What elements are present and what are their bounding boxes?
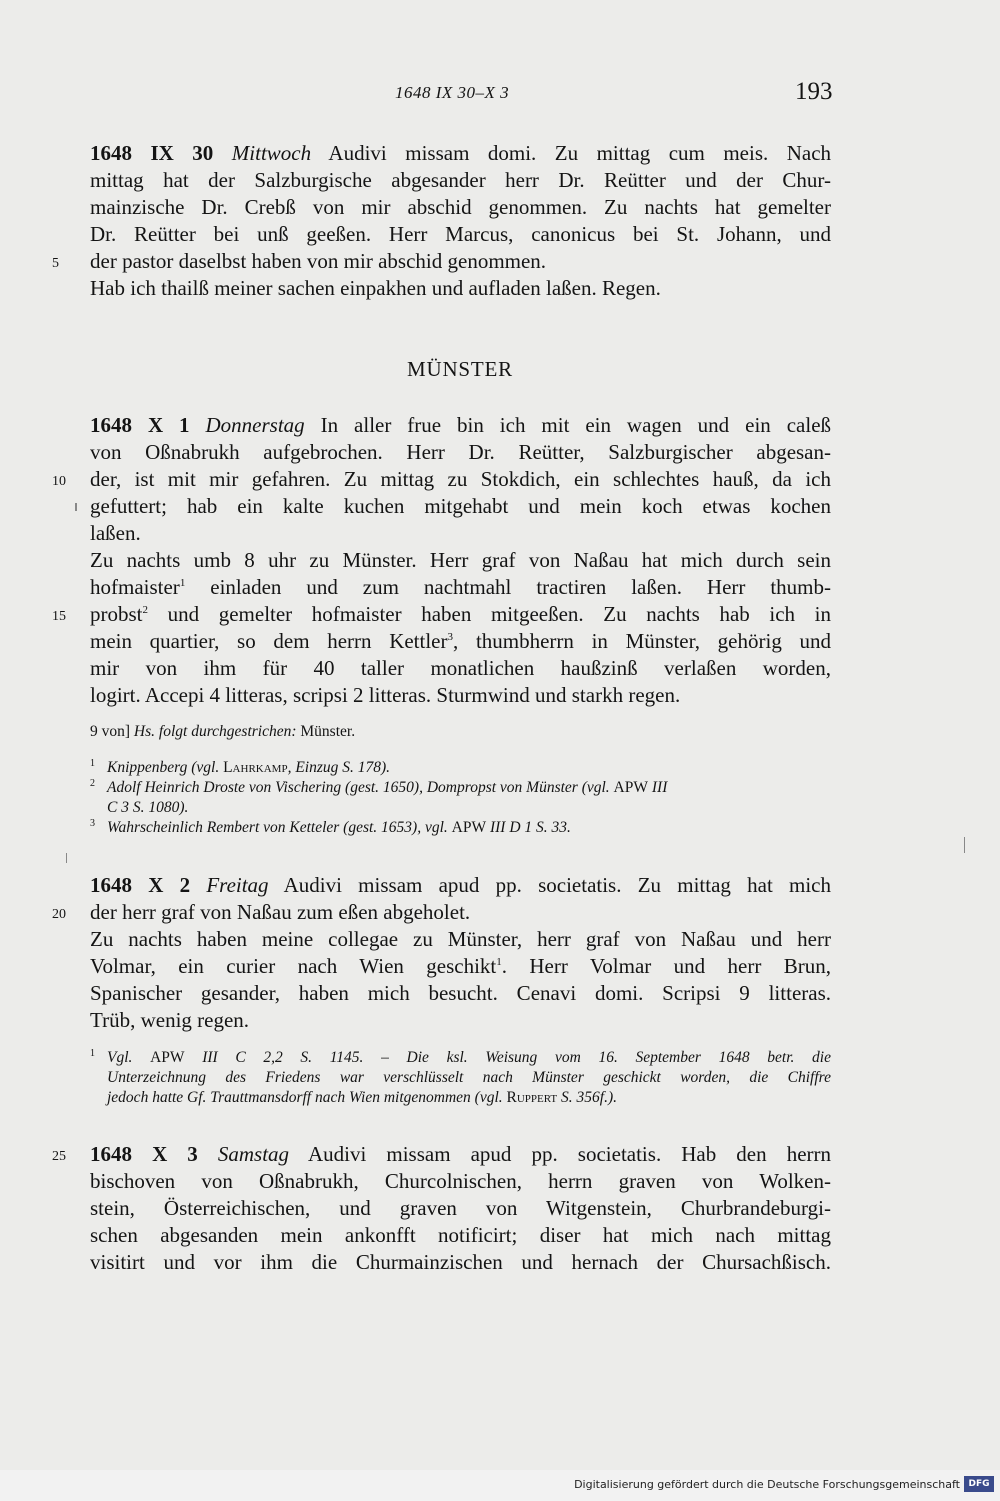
footnote-text: III D 1 S. 33. <box>486 819 571 836</box>
apparatus-word: Münster. <box>300 723 356 740</box>
footnote-text: , Einzug S. 178). <box>287 759 391 776</box>
line-text: einladen und zum nachtmahl tractiren laßen. Herr thumb- <box>185 575 831 599</box>
footnote <box>90 818 831 838</box>
text-line <box>90 194 831 221</box>
entry-weekday: Donnerstag <box>205 413 305 437</box>
footnote-mark: 3 <box>90 818 95 829</box>
line-text: der, ist mit mir gefahren. Zu mittag zu Stokdich, ein schlechtes hauß, da ich <box>90 467 831 491</box>
line-text: Zu nachts umb 8 uhr zu Münster. Herr graf von Naßau hat mich durch sein <box>90 548 831 572</box>
entry-date: 1648 IX 30 <box>90 141 214 165</box>
footnote-text: Adolf Heinrich Droste von Vischering (gest. 1650), Dompropst von Münster (vgl. <box>107 779 614 796</box>
digitization-footer <box>0 1470 1000 1501</box>
text-line <box>52 248 831 275</box>
diary-entry-1648-x-2 <box>52 872 831 1034</box>
diary-entry-1648-x-3 <box>52 1141 831 1276</box>
text-line <box>90 1222 831 1249</box>
footnotes-block-2 <box>90 1048 831 1108</box>
line-text: Audivi missam domi. Zu mittag cum meis. Nach <box>311 141 832 165</box>
footnotes-block-1 <box>90 758 831 838</box>
footnote <box>90 778 831 798</box>
running-header: 1648 IX 30–X 3 <box>395 83 510 102</box>
section-heading: MÜNSTER <box>407 357 513 381</box>
line-text: hofmaister <box>90 575 180 599</box>
line-text: Dr. Reütter bei unß geeßen. Herr Marcus, canonicus bei St. Johann, und <box>90 222 831 246</box>
line-text: Spanischer gesander, haben mich besucht. Cenavi domi. Scripsi 9 litteras. <box>90 981 831 1005</box>
line-text: stein, Österreichischen, und graven von Witgenstein, Churbrandeburgi- <box>90 1196 831 1220</box>
text-line <box>90 1168 831 1195</box>
line-number: 25 <box>52 1149 66 1164</box>
footnote-text: III C 2,2 S. 1145. – Die ksl. Weisung vom 16. September 1648 betr. die <box>184 1049 831 1066</box>
footnote-mark: 1 <box>90 1048 95 1059</box>
footnote <box>90 758 831 778</box>
text-line <box>52 601 831 628</box>
footnote-text: III <box>648 779 668 796</box>
scan-speck <box>66 853 67 863</box>
text-line <box>90 1195 831 1222</box>
line-text: Zu nachts haben meine collegae zu Münster, herr graf von Naßau und herr <box>90 927 831 951</box>
line-number: 10 <box>52 474 66 489</box>
entry-date: 1648 X 3 <box>90 1142 198 1166</box>
footnote-ref: 3 <box>447 631 454 643</box>
apparatus-ref: 9 von] <box>90 723 134 740</box>
line-text: Volmar, ein curier nach Wien geschikt <box>90 954 497 978</box>
text-line <box>90 628 831 655</box>
footnote-ref: 1 <box>496 956 502 968</box>
dfg-logo: DFG <box>964 1476 994 1492</box>
footnote-mark: 1 <box>90 758 95 769</box>
text-line <box>90 1249 831 1276</box>
footnote-ref: 2 <box>142 604 148 616</box>
text-line <box>90 547 831 574</box>
line-text: von Oßnabrukh aufgebrochen. Herr Dr. Reütter, Salzburgischer abgesan- <box>90 440 831 464</box>
footnote-text: Vgl. <box>107 1049 151 1066</box>
text-line <box>90 926 831 953</box>
line-text: , thumbherrn in Münster, gehörig und <box>453 629 831 653</box>
line-text: mainzische Dr. Crebß von mir abschid genommen. Zu nachts hat gemelter <box>90 195 831 219</box>
line-text: mir von ihm für 40 taller monatlichen haußzinß verlaßen worden, <box>90 656 831 680</box>
critical-apparatus <box>90 722 355 742</box>
entry-date: 1648 X 1 <box>90 413 190 437</box>
footnote-continued <box>90 798 831 818</box>
text-line <box>90 412 831 439</box>
line-text: Audivi missam apud pp. societatis. Hab den herrn <box>289 1142 831 1166</box>
text-line <box>52 466 831 493</box>
text-line <box>90 655 831 682</box>
line-text: Hab ich thailß meiner sachen einpakhen und aufladen laßen. Regen. <box>90 276 661 300</box>
footnote-text: jedoch hatte Gf. Trauttmansdorff nach Wien mitgenommen (vgl. <box>107 1089 507 1106</box>
line-text: In aller frue bin ich mit ein wagen und ein caleß <box>304 413 832 437</box>
footnote-text: C 3 S. 1080). <box>107 799 189 816</box>
text-line <box>90 574 831 601</box>
text-line <box>90 872 831 899</box>
footnote-author: Ruppert <box>506 1089 558 1106</box>
footnote-abbrev: APW <box>150 1049 185 1066</box>
line-number: 20 <box>52 907 66 922</box>
text-line <box>90 520 831 547</box>
page-number: 193 <box>795 78 833 105</box>
entry-weekday: Mittwoch <box>231 141 312 165</box>
line-number: 5 <box>52 256 59 271</box>
text-line <box>90 221 831 248</box>
line-text: mittag hat der Salzburgische abgesander herr Dr. Reütter und der Chur- <box>90 168 831 192</box>
line-text: visitirt und vor ihm die Churmainzischen und hernach der Chursachßisch. <box>90 1250 831 1274</box>
footnote-mark: 2 <box>90 778 95 789</box>
line-text: und gemelter hofmaister haben mitgeeßen. Zu nachts hab ich in <box>148 602 831 626</box>
diary-entry-1648-x-1 <box>52 412 832 709</box>
footnote-ref: 1 <box>179 577 186 589</box>
funding-notice: Digitalisierung gefördert durch die Deutsche Forschungsgemeinschaft <box>574 1478 960 1491</box>
footnote-abbrev: APW <box>451 819 487 836</box>
footnote-text: Unterzeichnung des Friedens war verschlüsselt nach Münster geschickt worden, die Chiffre <box>107 1069 831 1086</box>
line-text: . Herr Volmar und herr Brun, <box>501 954 831 978</box>
entry-date: 1648 X 2 <box>90 873 191 897</box>
text-line <box>52 899 831 926</box>
footnote-abbrev: APW <box>613 779 648 796</box>
text-line <box>90 980 831 1007</box>
scan-speck <box>75 503 77 511</box>
text-line <box>90 439 831 466</box>
line-text: probst <box>90 602 143 626</box>
diary-entry-1648-ix-30 <box>52 140 832 302</box>
footnote-text: Knippenberg (vgl. <box>107 759 224 776</box>
text-line <box>90 493 831 520</box>
line-number: 15 <box>52 609 66 624</box>
text-line <box>90 953 831 980</box>
text-line <box>90 140 831 167</box>
text-line <box>90 682 831 709</box>
scan-speck <box>964 837 965 853</box>
line-text: Audivi missam apud pp. societatis. Zu mittag hat mich <box>268 873 831 897</box>
text-line <box>90 167 831 194</box>
line-text: laßen. <box>90 521 141 545</box>
footnote-text: Wahrscheinlich Rembert von Ketteler (gest. 1653), vgl. <box>107 819 452 836</box>
text-line <box>90 1007 831 1034</box>
line-text: bischoven von Oßnabrukh, Churcolnischen, herrn graven von Wolken- <box>90 1169 831 1193</box>
line-text: gefuttert; hab ein kalte kuchen mitgehabt und mein koch etwas kochen <box>90 494 831 518</box>
line-text: logirt. Accepi 4 litteras, scripsi 2 litteras. Sturmwind und starkh regen. <box>90 683 681 707</box>
footnote <box>90 1048 831 1068</box>
apparatus-note: Hs. folgt durchgestrichen: <box>133 723 301 740</box>
line-text: der pastor daselbst haben von mir abschid genommen. <box>90 249 547 273</box>
footnote-continued <box>90 1088 831 1108</box>
text-line <box>52 1141 831 1168</box>
footnote-continued <box>90 1068 831 1088</box>
text-line <box>90 275 831 302</box>
line-text: Trüb, wenig regen. <box>90 1008 250 1032</box>
footnote-text: S. 356f.). <box>557 1089 617 1106</box>
line-text: schen abgesanden mein ankonfft notificirt; diser hat mich nach mittag <box>90 1223 831 1247</box>
line-text: der herr graf von Naßau zum eßen abgeholet. <box>90 900 471 924</box>
entry-weekday: Samstag <box>217 1142 290 1166</box>
footnote-author: Lahrkamp <box>223 759 288 776</box>
entry-weekday: Freitag <box>206 873 269 897</box>
line-text: mein quartier, so dem herrn Kettler <box>90 629 448 653</box>
